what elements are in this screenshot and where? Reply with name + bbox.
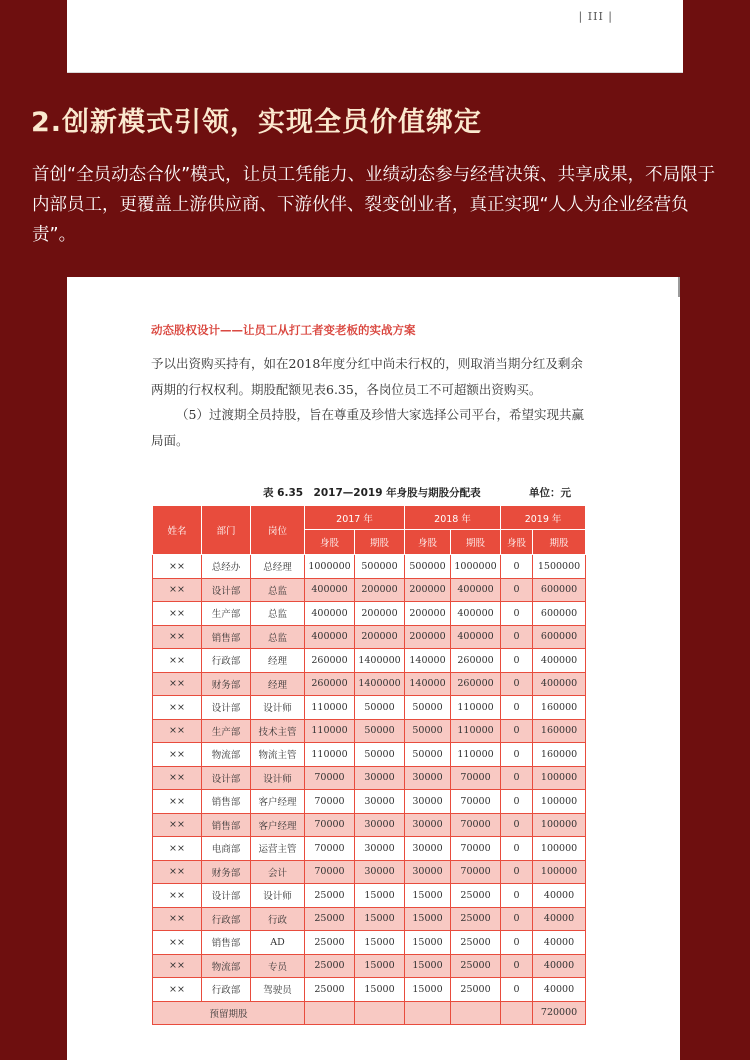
table-cell: ×× (153, 719, 202, 743)
table-cell: 1000000 (305, 555, 355, 579)
header-qi-gu: 期股 (451, 530, 501, 555)
table-row (153, 766, 586, 790)
table-cell: 40000 (533, 954, 586, 978)
table-cell: 400000 (305, 602, 355, 626)
table-cell: 600000 (533, 602, 586, 626)
table-cell: 0 (501, 907, 533, 931)
table-cell: 70000 (451, 766, 501, 790)
table-row (153, 884, 586, 908)
table-row (153, 743, 586, 767)
table-cell: ×× (153, 766, 202, 790)
header-year-2018: 2018 年 (405, 506, 501, 530)
table-cell: ×× (153, 813, 202, 837)
table-cell: 400000 (451, 578, 501, 602)
table-cell: 260000 (305, 672, 355, 696)
table-cell: 0 (501, 602, 533, 626)
table-cell: 70000 (451, 837, 501, 861)
table-row (153, 931, 586, 955)
table-cell: 销售部 (202, 931, 251, 955)
table-cell: ×× (153, 837, 202, 861)
table-cell: 0 (501, 813, 533, 837)
table-cell: ×× (153, 743, 202, 767)
table-cell: 会计 (251, 860, 305, 884)
table-cell: 200000 (405, 625, 451, 649)
table-cell: 设计师 (251, 766, 305, 790)
table-cell: ×× (153, 907, 202, 931)
table-cell: 200000 (405, 578, 451, 602)
table-cell: 经理 (251, 672, 305, 696)
table-row (153, 625, 586, 649)
table-cell: 400000 (451, 625, 501, 649)
table-cell: 500000 (355, 555, 405, 579)
table-cell: 0 (501, 884, 533, 908)
table-cell-empty (355, 1001, 405, 1025)
book-body-text (151, 351, 591, 453)
table-cell: 110000 (305, 719, 355, 743)
table-row (153, 860, 586, 884)
table-cell: 专员 (251, 954, 305, 978)
table-cell: ×× (153, 790, 202, 814)
table-cell: 100000 (533, 766, 586, 790)
header-name: 姓名 (153, 506, 202, 555)
table-cell: 销售部 (202, 813, 251, 837)
table-cell: 生产部 (202, 719, 251, 743)
table-cell: 行政 (251, 907, 305, 931)
table-cell: 0 (501, 954, 533, 978)
table-cell: 0 (501, 696, 533, 720)
table-cell: 总经理 (251, 555, 305, 579)
reserved-shares-value: 720000 (533, 1001, 586, 1025)
table-cell: 140000 (405, 672, 451, 696)
table-cell: 600000 (533, 625, 586, 649)
table-cell: 设计部 (202, 696, 251, 720)
table-cell: 260000 (451, 672, 501, 696)
table-cell: 电商部 (202, 837, 251, 861)
header-post: 岗位 (251, 506, 305, 555)
page-number: | III | (578, 10, 613, 23)
table-cell: 200000 (355, 602, 405, 626)
table-cell: 25000 (305, 907, 355, 931)
table-cell: 500000 (405, 555, 451, 579)
table-cell: 25000 (305, 954, 355, 978)
header-year-2017: 2017 年 (305, 506, 405, 530)
table-cell: 1400000 (355, 649, 405, 673)
table-cell: 70000 (451, 813, 501, 837)
table-cell: 15000 (355, 954, 405, 978)
table-cell: 30000 (405, 766, 451, 790)
table-cell: 70000 (305, 813, 355, 837)
table-cell: ×× (153, 672, 202, 696)
table-cell: 30000 (405, 837, 451, 861)
table-cell: 行政部 (202, 649, 251, 673)
share-allocation-table (152, 505, 586, 1025)
table-cell: ×× (153, 649, 202, 673)
table-cell-empty (405, 1001, 451, 1025)
table-cell: 30000 (355, 837, 405, 861)
table-cell: 客户经理 (251, 790, 305, 814)
table-body (153, 555, 586, 1025)
table-cell: 25000 (451, 978, 501, 1002)
table-cell: 70000 (305, 860, 355, 884)
table-cell: 400000 (533, 672, 586, 696)
table-cell: 15000 (405, 954, 451, 978)
table-cell: AD (251, 931, 305, 955)
table-cell: 110000 (305, 696, 355, 720)
table-cell: 运营主管 (251, 837, 305, 861)
table-cell: 15000 (355, 884, 405, 908)
table-row (153, 719, 586, 743)
table-cell: 15000 (405, 931, 451, 955)
table-row (153, 907, 586, 931)
table-cell: 600000 (533, 578, 586, 602)
table-cell: 0 (501, 860, 533, 884)
header-qi-gu: 期股 (533, 530, 586, 555)
table-cell: 30000 (405, 860, 451, 884)
table-cell: 客户经理 (251, 813, 305, 837)
table-cell: 30000 (355, 766, 405, 790)
table-cell: 70000 (305, 790, 355, 814)
table-cell: 总经办 (202, 555, 251, 579)
table-cell: 30000 (355, 860, 405, 884)
table-cell: 15000 (355, 978, 405, 1002)
table-cell: 总监 (251, 602, 305, 626)
table-cell-empty (501, 1001, 533, 1025)
table-cell: 0 (501, 837, 533, 861)
table-cell: 0 (501, 625, 533, 649)
table-cell: 400000 (451, 602, 501, 626)
table-cell: 25000 (451, 931, 501, 955)
table-cell: 15000 (355, 907, 405, 931)
table-cell: 110000 (451, 719, 501, 743)
table-cell: 25000 (305, 931, 355, 955)
table-cell: 0 (501, 931, 533, 955)
table-cell: 行政部 (202, 978, 251, 1002)
book-paragraph: 予以出资购买持有，如在2018年度分红中尚未行权的，则取消当期分红及剩余两期的行权权利。期股配额见表6.35，各岗位员工不可超额出资购买。 (151, 356, 583, 397)
table-cell: 设计师 (251, 696, 305, 720)
table-cell: 总监 (251, 625, 305, 649)
table-cell: 160000 (533, 696, 586, 720)
table-cell: 110000 (451, 696, 501, 720)
table-cell: 0 (501, 978, 533, 1002)
table-cell: 50000 (405, 743, 451, 767)
table-cell: 400000 (533, 649, 586, 673)
table-cell: 0 (501, 555, 533, 579)
table-row (153, 602, 586, 626)
table-cell-empty (305, 1001, 355, 1025)
table-unit: 单位：元 (529, 487, 571, 499)
table-row (153, 837, 586, 861)
previous-page-card (67, 0, 683, 73)
table-cell: ×× (153, 625, 202, 649)
table-cell: 物流部 (202, 954, 251, 978)
header-shen-gu: 身股 (405, 530, 451, 555)
table-cell: 设计部 (202, 578, 251, 602)
section-title: 2.创新模式引领，实现全员价值绑定 (31, 107, 483, 138)
table-cell: 70000 (305, 766, 355, 790)
table-cell: 110000 (305, 743, 355, 767)
table-cell: 15000 (355, 931, 405, 955)
table-cell: 260000 (451, 649, 501, 673)
table-row (153, 696, 586, 720)
table-cell: 260000 (305, 649, 355, 673)
table-cell: 生产部 (202, 602, 251, 626)
table-row (153, 649, 586, 673)
table-cell: 25000 (451, 954, 501, 978)
table-cell: 15000 (405, 978, 451, 1002)
table-cell: 40000 (533, 978, 586, 1002)
table-cell: 70000 (305, 837, 355, 861)
table-cell: 1500000 (533, 555, 586, 579)
table-footer-row (153, 1001, 586, 1025)
table-cell: 0 (501, 578, 533, 602)
table-cell: 物流部 (202, 743, 251, 767)
table-cell: ×× (153, 602, 202, 626)
table-cell: 140000 (405, 649, 451, 673)
table-cell: 设计部 (202, 766, 251, 790)
header-qi-gu: 期股 (355, 530, 405, 555)
table-cell: ×× (153, 954, 202, 978)
table-cell: 50000 (405, 719, 451, 743)
table-cell: 25000 (305, 884, 355, 908)
table-cell: 25000 (451, 907, 501, 931)
table-cell: 50000 (355, 719, 405, 743)
table-cell: 1400000 (355, 672, 405, 696)
table-cell: 100000 (533, 837, 586, 861)
table-cell: 技术主管 (251, 719, 305, 743)
table-cell: 200000 (405, 602, 451, 626)
table-cell: 物流主管 (251, 743, 305, 767)
table-cell: ×× (153, 578, 202, 602)
table-cell-empty (451, 1001, 501, 1025)
table-cell: 0 (501, 743, 533, 767)
table-cell: 30000 (405, 790, 451, 814)
table-cell: 70000 (451, 860, 501, 884)
table-cell: ×× (153, 931, 202, 955)
table-cell: 25000 (451, 884, 501, 908)
table-cell: 70000 (451, 790, 501, 814)
reserved-shares-label: 预留期股 (153, 1001, 305, 1025)
running-head: 动态股权设计——让员工从打工者变老板的实战方案 (151, 323, 416, 337)
table-cell: 1000000 (451, 555, 501, 579)
table-cell: 110000 (451, 743, 501, 767)
table-cell: 25000 (305, 978, 355, 1002)
table-cell: 100000 (533, 790, 586, 814)
table-cell: 总监 (251, 578, 305, 602)
table-cell: 400000 (305, 578, 355, 602)
table-cell: 160000 (533, 719, 586, 743)
table-cell: 驾驶员 (251, 978, 305, 1002)
table-cell: ×× (153, 555, 202, 579)
table-cell: 100000 (533, 813, 586, 837)
table-cell: 50000 (355, 743, 405, 767)
table-cell: 销售部 (202, 625, 251, 649)
table-row (153, 954, 586, 978)
table-cell: 40000 (533, 884, 586, 908)
table-cell: ×× (153, 884, 202, 908)
table-cell: 50000 (405, 696, 451, 720)
table-cell: 财务部 (202, 672, 251, 696)
header-shen-gu: 身股 (305, 530, 355, 555)
table-cell: ×× (153, 978, 202, 1002)
table-cell: 经理 (251, 649, 305, 673)
table-cell: 40000 (533, 931, 586, 955)
table-cell: 设计师 (251, 884, 305, 908)
table-cell: 100000 (533, 860, 586, 884)
table-cell: 0 (501, 649, 533, 673)
table-row (153, 672, 586, 696)
table-row (153, 790, 586, 814)
table-caption: 表 6.35 2017—2019 年身股与期股分配表 (263, 487, 481, 499)
table-cell: 40000 (533, 907, 586, 931)
table-cell: 160000 (533, 743, 586, 767)
table-cell: 0 (501, 672, 533, 696)
header-shen-gu: 身股 (501, 530, 533, 555)
table-cell: 200000 (355, 578, 405, 602)
table-cell: 0 (501, 766, 533, 790)
header-year-2019: 2019 年 (501, 506, 586, 530)
table-cell: 50000 (355, 696, 405, 720)
table-cell: 400000 (305, 625, 355, 649)
table-cell: 30000 (355, 790, 405, 814)
table-row (153, 978, 586, 1002)
section-description: 首创“全员动态合伙”模式，让员工凭能力、业绩动态参与经营决策、共享成果，不局限于内部员工，更覆盖上游供应商、下游伙伴、裂变创业者，真正实现“人人为企业经营负责”。 (32, 165, 716, 245)
table-cell: 0 (501, 790, 533, 814)
table-cell: 30000 (405, 813, 451, 837)
table-cell: 15000 (405, 907, 451, 931)
table-row (153, 813, 586, 837)
table-cell: 0 (501, 719, 533, 743)
table-cell: 财务部 (202, 860, 251, 884)
table-cell: 200000 (355, 625, 405, 649)
table-cell: 行政部 (202, 907, 251, 931)
book-paragraph: （5）过渡期全员持股，旨在尊重及珍惜大家选择公司平台，希望实现共赢局面。 (151, 407, 584, 448)
table-cell: 30000 (355, 813, 405, 837)
table-row (153, 578, 586, 602)
table-cell: ×× (153, 860, 202, 884)
table-cell: 15000 (405, 884, 451, 908)
table-cell: 销售部 (202, 790, 251, 814)
table-cell: ×× (153, 696, 202, 720)
table-cell: 设计部 (202, 884, 251, 908)
header-dept: 部门 (202, 506, 251, 555)
book-page-card (67, 277, 680, 1060)
table-row (153, 555, 586, 579)
